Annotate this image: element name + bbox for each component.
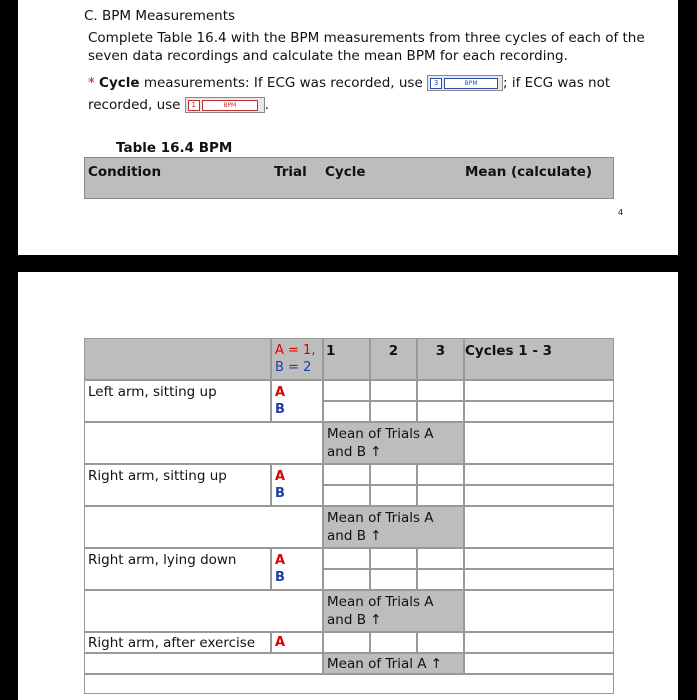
a-cycle-3-input[interactable] xyxy=(417,632,464,653)
b-mean-input[interactable] xyxy=(464,485,614,506)
a-cycle-3-input[interactable] xyxy=(417,464,464,485)
page-2 xyxy=(18,272,678,700)
a-cycle-1-input[interactable] xyxy=(323,548,370,569)
b-cycle-2-input[interactable] xyxy=(370,401,417,422)
mean-label: Mean of Trials A and B ↑ xyxy=(323,422,464,464)
no-ecg-cycle-chip-icon xyxy=(185,97,265,113)
table-header xyxy=(84,157,614,199)
instructions: Complete Table 16.4 with the BPM measurements from three cycles of each of the seven data recordings and calculate the mean BPM for each recording. xyxy=(88,30,645,64)
a-cycle-3-input[interactable] xyxy=(417,380,464,401)
b-cycle-3-input[interactable] xyxy=(417,485,464,506)
mean-ab-input[interactable] xyxy=(464,506,614,548)
table-row xyxy=(84,464,614,506)
a-cycle-2-input[interactable] xyxy=(370,548,417,569)
condition-cell: Right arm, after exercise xyxy=(84,632,271,653)
chip-number: 3 xyxy=(430,78,442,89)
asterisk: * xyxy=(88,75,95,91)
cycle-bold: Cycle xyxy=(99,75,140,91)
a-mean-input[interactable] xyxy=(464,464,614,485)
blank-cell xyxy=(84,674,614,694)
a-cycle-2-input[interactable] xyxy=(370,632,417,653)
b-mean-input[interactable] xyxy=(464,401,614,422)
mean-ab-input[interactable] xyxy=(464,422,614,464)
a-mean-input[interactable] xyxy=(464,632,614,653)
mean-row xyxy=(84,506,614,548)
mean-row xyxy=(84,422,614,464)
mean-row-blank xyxy=(84,506,323,548)
chip-label: BPM xyxy=(202,100,258,111)
cycles-1-3-header: Cycles 1 - 3 xyxy=(464,338,614,380)
cycle-text-2: ; if ECG was not xyxy=(503,75,611,91)
header-cycle: Cycle xyxy=(325,164,366,180)
mean-row xyxy=(84,590,614,632)
cycle-3-header: 3 xyxy=(417,338,464,380)
header-trial: Trial xyxy=(274,164,307,180)
chip-label: BPM xyxy=(444,78,498,89)
table-title: Table 16.4 BPM xyxy=(116,140,233,156)
blank-row xyxy=(84,674,614,694)
mean-row-blank xyxy=(84,653,323,674)
trial-legend xyxy=(271,338,323,380)
table-row xyxy=(84,632,614,653)
mean-label: Mean of Trial A ↑ xyxy=(323,653,464,674)
cycle-note-line-2 xyxy=(88,96,269,114)
mean-a-input[interactable] xyxy=(464,653,614,674)
page-1 xyxy=(18,0,678,255)
a-cycle-1-input[interactable] xyxy=(323,464,370,485)
table-row xyxy=(84,548,614,590)
cycle-text-4: . xyxy=(264,97,270,113)
mean-label: Mean of Trials A and B ↑ xyxy=(323,506,464,548)
mean-row-blank xyxy=(84,422,323,464)
cycle-1-header: 1 xyxy=(323,338,370,380)
a-cycle-2-input[interactable] xyxy=(370,464,417,485)
b-mean-input[interactable] xyxy=(464,569,614,590)
trial-cell xyxy=(271,380,323,422)
cycle-text-1: measurements: If ECG was recorded, use xyxy=(139,75,428,91)
trial-b: B xyxy=(275,570,285,585)
mean-row xyxy=(84,653,614,674)
page-number: 4 xyxy=(618,208,624,217)
b-cycle-3-input[interactable] xyxy=(417,401,464,422)
legend-a: A = 1, xyxy=(275,343,316,358)
trial-b: B xyxy=(275,402,285,417)
table-row xyxy=(84,380,614,422)
a-cycle-2-input[interactable] xyxy=(370,380,417,401)
trial-cell xyxy=(271,464,323,506)
b-cycle-3-input[interactable] xyxy=(417,569,464,590)
cycle-note xyxy=(88,74,668,92)
b-cycle-1-input[interactable] xyxy=(323,401,370,422)
b-cycle-2-input[interactable] xyxy=(370,485,417,506)
cycle-text-3: recorded, use xyxy=(88,97,185,113)
condition-cell: Right arm, lying down xyxy=(84,548,271,590)
trial-a: A xyxy=(275,635,286,650)
mean-row-blank xyxy=(84,590,323,632)
a-cycle-3-input[interactable] xyxy=(417,548,464,569)
trial-a: A xyxy=(275,553,286,568)
trial-cell xyxy=(271,632,323,653)
trial-a: A xyxy=(275,469,286,484)
mean-label: Mean of Trials A and B ↑ xyxy=(323,590,464,632)
trial-a: A xyxy=(275,385,286,400)
condition-cell: Left arm, sitting up xyxy=(84,380,271,422)
a-mean-input[interactable] xyxy=(464,380,614,401)
a-mean-input[interactable] xyxy=(464,548,614,569)
cycle-2-header: 2 xyxy=(370,338,417,380)
header-mean: Mean (calculate) xyxy=(465,164,593,180)
section-title: C. BPM Measurements xyxy=(84,8,236,24)
b-cycle-1-input[interactable] xyxy=(323,485,370,506)
legend-b: B = 2 xyxy=(275,360,312,375)
b-cycle-2-input[interactable] xyxy=(370,569,417,590)
header-condition: Condition xyxy=(88,164,162,180)
trial-cell xyxy=(271,548,323,590)
a-cycle-1-input[interactable] xyxy=(323,632,370,653)
trial-b: B xyxy=(275,486,285,501)
chip-number: 1 xyxy=(188,100,200,111)
subheader-condition-cell xyxy=(84,338,271,380)
b-cycle-1-input[interactable] xyxy=(323,569,370,590)
a-cycle-1-input[interactable] xyxy=(323,380,370,401)
ecg-cycle-chip-icon xyxy=(427,75,503,91)
subheader-row xyxy=(84,338,614,380)
mean-ab-input[interactable] xyxy=(464,590,614,632)
condition-cell: Right arm, sitting up xyxy=(84,464,271,506)
